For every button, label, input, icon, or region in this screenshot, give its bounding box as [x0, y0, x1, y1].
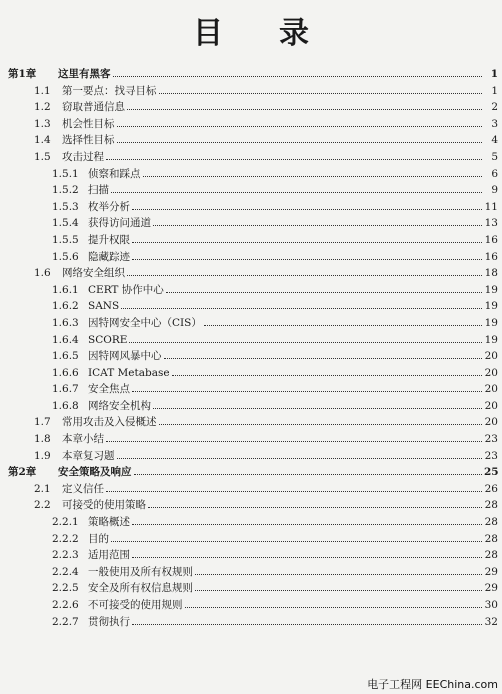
toc-entry-title: 安全焦点 [88, 383, 130, 396]
toc-entry-number: 1.6.2 [52, 300, 79, 313]
toc-entry[interactable] [0, 166, 502, 183]
dot-leader [111, 192, 482, 193]
toc-entry-title: 不可接受的使用规则 [88, 599, 183, 611]
toc-entry-number: 1.5.4 [52, 217, 79, 230]
toc-entry-number: 1.4 [34, 134, 51, 147]
toc-entry-number: 1.5.1 [52, 167, 79, 180]
toc-entry-title: 网络安全组织 [62, 267, 125, 280]
toc-entry-title: 因特网风暴中心 [88, 350, 162, 363]
dot-leader [153, 225, 482, 226]
toc-entry-page: 20 [484, 416, 498, 429]
toc-entry-page: 20 [484, 366, 498, 379]
dot-leader [117, 126, 483, 127]
toc-entry-page: 2 [491, 101, 498, 114]
toc-entry-page: 9 [491, 184, 498, 197]
toc-entry-page: 11 [484, 200, 498, 213]
toc-entry-title: 侦察和踩点 [88, 167, 141, 180]
toc-entry[interactable] [0, 497, 502, 514]
toc-entry-page: 19 [484, 300, 498, 313]
toc-entry-number: 1.2 [34, 101, 51, 114]
toc-entry[interactable] [0, 614, 502, 631]
dot-leader [166, 292, 482, 293]
toc-entry[interactable] [0, 66, 502, 83]
toc-entry-page: 13 [484, 217, 498, 230]
toc-entry-title: 机会性目标 [62, 117, 115, 130]
toc-entry-title: 策略概述 [88, 516, 130, 529]
dot-leader [185, 607, 483, 608]
toc-entry-number: 1.7 [34, 416, 51, 429]
dot-leader [134, 474, 483, 475]
toc-entry-title: 本章复习题 [62, 449, 115, 462]
dot-leader [132, 391, 482, 392]
toc-entry-page: 16 [484, 233, 498, 246]
toc-entry-number: 1.3 [34, 117, 51, 130]
toc-entry[interactable] [0, 348, 502, 365]
toc-entry-title: 安全策略及响应 [58, 466, 132, 479]
toc-entry-number: 1.5.3 [52, 200, 79, 213]
toc-entry-number: 2.2.1 [52, 516, 79, 529]
toc-entry-title: 第一要点：找寻目标 [62, 84, 157, 97]
toc-entry-title: 安全及所有权信息规则 [88, 582, 193, 595]
toc-entry[interactable] [0, 132, 502, 149]
toc-entry-title: 一般使用及所有权规则 [88, 565, 193, 578]
dot-leader [117, 458, 483, 459]
toc-entry-title: 扫描 [88, 184, 109, 197]
toc-entry-title: 本章小结 [62, 433, 104, 446]
dot-leader [132, 624, 482, 625]
toc-entry-title: 目的 [88, 532, 109, 545]
toc-entry-title: 适用范围 [88, 549, 130, 562]
toc-entry-page: 16 [484, 250, 498, 263]
toc-entry[interactable] [0, 448, 502, 465]
toc-entry-page: 18 [484, 267, 498, 280]
toc-entry-number: 1.6.3 [52, 316, 79, 329]
toc-entry-number: 1.6 [34, 267, 51, 280]
toc-entry-number: 2.2.2 [52, 532, 79, 545]
toc-entry-number: 2.2.5 [52, 582, 79, 595]
dot-leader [132, 259, 482, 260]
toc-entry[interactable] [0, 116, 502, 133]
toc-entry-page: 3 [491, 117, 498, 130]
toc-entry-title: 获得访问通道 [88, 217, 151, 230]
toc-entry-page: 28 [484, 499, 498, 512]
toc-entry[interactable] [0, 182, 502, 199]
toc-entry-page: 19 [484, 333, 498, 346]
toc-entry[interactable] [0, 215, 502, 232]
toc-entry[interactable] [0, 414, 502, 431]
dot-leader [164, 358, 483, 359]
toc-entry-number: 2.2.3 [52, 549, 79, 562]
dot-leader [132, 209, 482, 210]
toc-entry-number: 1.6.4 [52, 333, 79, 346]
toc-entry[interactable] [0, 597, 502, 614]
toc-entry[interactable] [0, 199, 502, 216]
dot-leader [195, 574, 482, 575]
toc-list [0, 66, 502, 630]
toc-entry-title: 常用攻击及入侵概述 [62, 416, 157, 429]
toc-entry-number: 1.6.6 [52, 366, 79, 379]
dot-leader [159, 424, 483, 425]
page-title: 目录 [193, 16, 365, 51]
dot-leader [111, 541, 482, 542]
toc-entry-page: 1 [491, 84, 498, 97]
toc-entry-number: 1.6.7 [52, 383, 79, 396]
dot-leader [195, 590, 482, 591]
toc-entry-title: 隐藏踪迹 [88, 250, 130, 263]
toc-entry-page: 29 [484, 565, 498, 578]
toc-entry-page: 23 [484, 449, 498, 462]
toc-entry-page: 4 [491, 134, 498, 147]
toc-entry[interactable] [0, 398, 502, 415]
toc-entry-page: 26 [484, 482, 498, 495]
toc-entry-page: 1 [490, 68, 498, 80]
toc-entry[interactable] [0, 481, 502, 498]
toc-entry[interactable] [0, 365, 502, 382]
toc-entry-number: 1.8 [34, 433, 51, 446]
dot-leader [132, 242, 482, 243]
toc-entry-page: 20 [484, 383, 498, 396]
dot-leader [148, 507, 482, 508]
toc-entry-number: 1.5.6 [52, 250, 79, 263]
toc-entry-number: 1.5.2 [52, 184, 79, 197]
toc-entry[interactable] [0, 83, 502, 100]
toc-entry[interactable] [0, 315, 502, 332]
toc-entry-page: 28 [484, 549, 498, 562]
toc-entry[interactable] [0, 149, 502, 166]
dot-leader [127, 275, 482, 276]
toc-entry-title: 因特网安全中心（CIS） [88, 316, 202, 329]
watermark-footer: 电子工程网 EEChina.com [367, 678, 498, 691]
dot-leader [153, 408, 482, 409]
toc-entry-number: 第1章 [8, 68, 37, 80]
toc-entry-number: 2.1 [34, 482, 51, 495]
toc-entry-page: 28 [484, 516, 498, 529]
toc-entry-number: 2.2.6 [52, 599, 79, 611]
toc-entry[interactable] [0, 332, 502, 349]
toc-entry-page: 20 [484, 350, 498, 363]
toc-entry-title: SANS [88, 300, 120, 313]
toc-entry-title: 这里有黑客 [58, 68, 111, 80]
toc-entry-number: 1.6.1 [52, 283, 79, 296]
dot-leader [172, 375, 482, 376]
toc-entry-page: 25 [484, 466, 499, 479]
toc-entry-page: 19 [484, 316, 498, 329]
toc-entry-page: 32 [484, 615, 498, 628]
toc-entry-page: 20 [484, 399, 498, 412]
toc-entry[interactable] [0, 249, 502, 266]
dot-leader [204, 325, 482, 326]
toc-entry[interactable] [0, 99, 502, 116]
toc-entry[interactable] [0, 464, 502, 481]
dot-leader [159, 93, 483, 94]
toc-entry[interactable] [0, 580, 502, 597]
dot-leader [132, 524, 482, 525]
dot-leader [117, 142, 483, 143]
dot-leader [106, 491, 482, 492]
toc-entry-title: 提升权限 [88, 233, 130, 246]
toc-entry[interactable] [0, 282, 502, 299]
toc-entry-title: 定义信任 [62, 482, 104, 495]
toc-entry-title: 选择性目标 [62, 134, 115, 147]
toc-entry[interactable] [0, 381, 502, 398]
toc-entry-number: 1.1 [34, 84, 51, 97]
toc-entry-number: 1.5.5 [52, 233, 79, 246]
toc-entry[interactable] [0, 298, 502, 315]
toc-entry-page: 30 [484, 599, 498, 611]
dot-leader [129, 342, 482, 343]
toc-entry-number: 1.9 [34, 449, 51, 462]
toc-entry-page: 5 [491, 150, 498, 163]
toc-entry-title: 枚举分析 [88, 200, 130, 213]
toc-entry[interactable] [0, 531, 502, 548]
toc-entry-page: 19 [484, 283, 498, 296]
toc-entry[interactable] [0, 564, 502, 581]
toc-entry-number: 第2章 [8, 466, 37, 479]
toc-entry-page: 28 [484, 532, 498, 545]
toc-entry-number: 2.2.7 [52, 615, 79, 628]
toc-entry-title: 攻击过程 [62, 150, 104, 163]
dot-leader [106, 159, 482, 160]
toc-entry[interactable] [0, 265, 502, 282]
dot-leader [121, 308, 482, 309]
toc-entry-title: ICAT Metabase [88, 366, 170, 379]
toc-entry-page: 23 [484, 433, 498, 446]
toc-entry-page: 29 [484, 582, 498, 595]
toc-entry-page: 6 [491, 167, 498, 180]
dot-leader [113, 76, 483, 77]
toc-entry-title: 贯彻执行 [88, 615, 130, 628]
toc-entry-number: 1.5 [34, 150, 51, 163]
toc-entry[interactable] [0, 431, 502, 448]
toc-entry-number: 2.2.4 [52, 565, 79, 578]
toc-entry-title: 可接受的使用策略 [62, 499, 146, 512]
toc-entry-title: 窃取普通信息 [62, 101, 125, 114]
toc-entry-number: 2.2 [34, 499, 51, 512]
dot-leader [143, 176, 483, 177]
dot-leader [106, 441, 482, 442]
toc-entry-number: 1.6.5 [52, 350, 79, 363]
dot-leader [132, 557, 482, 558]
toc-entry-title: 网络安全机构 [88, 399, 151, 412]
dot-leader [127, 109, 482, 110]
toc-entry-title: SCORE [88, 333, 128, 346]
toc-entry[interactable] [0, 547, 502, 564]
toc-entry[interactable] [0, 514, 502, 531]
toc-entry-number: 1.6.8 [52, 399, 79, 412]
toc-entry-title: CERT 协作中心 [88, 283, 164, 296]
toc-entry[interactable] [0, 232, 502, 249]
